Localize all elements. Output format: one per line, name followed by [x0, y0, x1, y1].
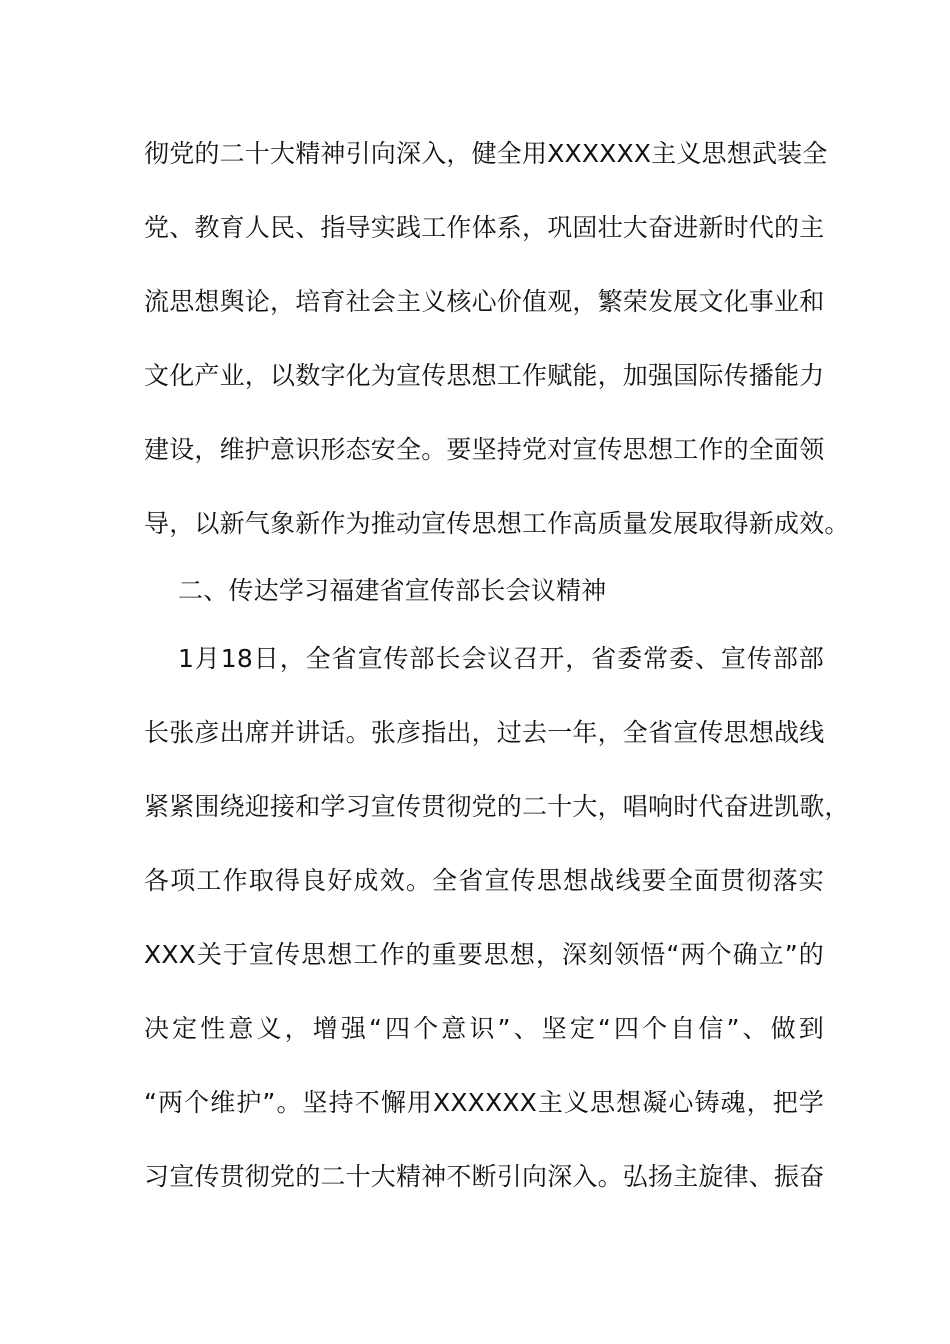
text-line: 彻党的二十大精神引向深入，健全用XXXXXX主义思想武装全	[144, 139, 828, 168]
text-line: XXX关于宣传思想工作的重要思想，深刻领悟“两个确立”的	[144, 940, 824, 969]
section-heading: 二、传达学习福建省宣传部长会议精神	[178, 576, 607, 605]
text-line: 决定性意义，增强“四个意识”、坚定“四个自信”、做到	[144, 1014, 824, 1043]
text-line: 文化产业，以数字化为宣传思想工作赋能，加强国际传播能力	[144, 361, 825, 390]
text-line: 长张彦出席并讲话。张彦指出，过去一年，全省宣传思想战线	[144, 718, 825, 747]
text-line: 紧紧围绕迎接和学习宣传贯彻党的二十大，唱响时代奋进凯歌，	[144, 792, 850, 821]
text-line: 建设，维护意识形态安全。要坚持党对宣传思想工作的全面领	[144, 435, 825, 464]
text-line: 党、教育人民、指导实践工作体系，巩固壮大奋进新时代的主	[144, 213, 825, 242]
text-line: 流思想舆论，培育社会主义核心价值观，繁荣发展文化事业和	[144, 287, 825, 316]
text-line: “两个维护”。坚持不懈用XXXXXX主义思想凝心铸魂，把学	[144, 1088, 824, 1117]
text-line: 各项工作取得良好成效。全省宣传思想战线要全面贯彻落实	[144, 866, 824, 895]
text-line: 1月18日，全省宣传部长会议召开，省委常委、宣传部部	[178, 644, 824, 673]
text-line: 导，以新气象新作为推动宣传思想工作高质量发展取得新成效。	[144, 509, 850, 538]
text-line: 习宣传贯彻党的二十大精神不断引向深入。弘扬主旋律、振奋	[144, 1162, 825, 1191]
